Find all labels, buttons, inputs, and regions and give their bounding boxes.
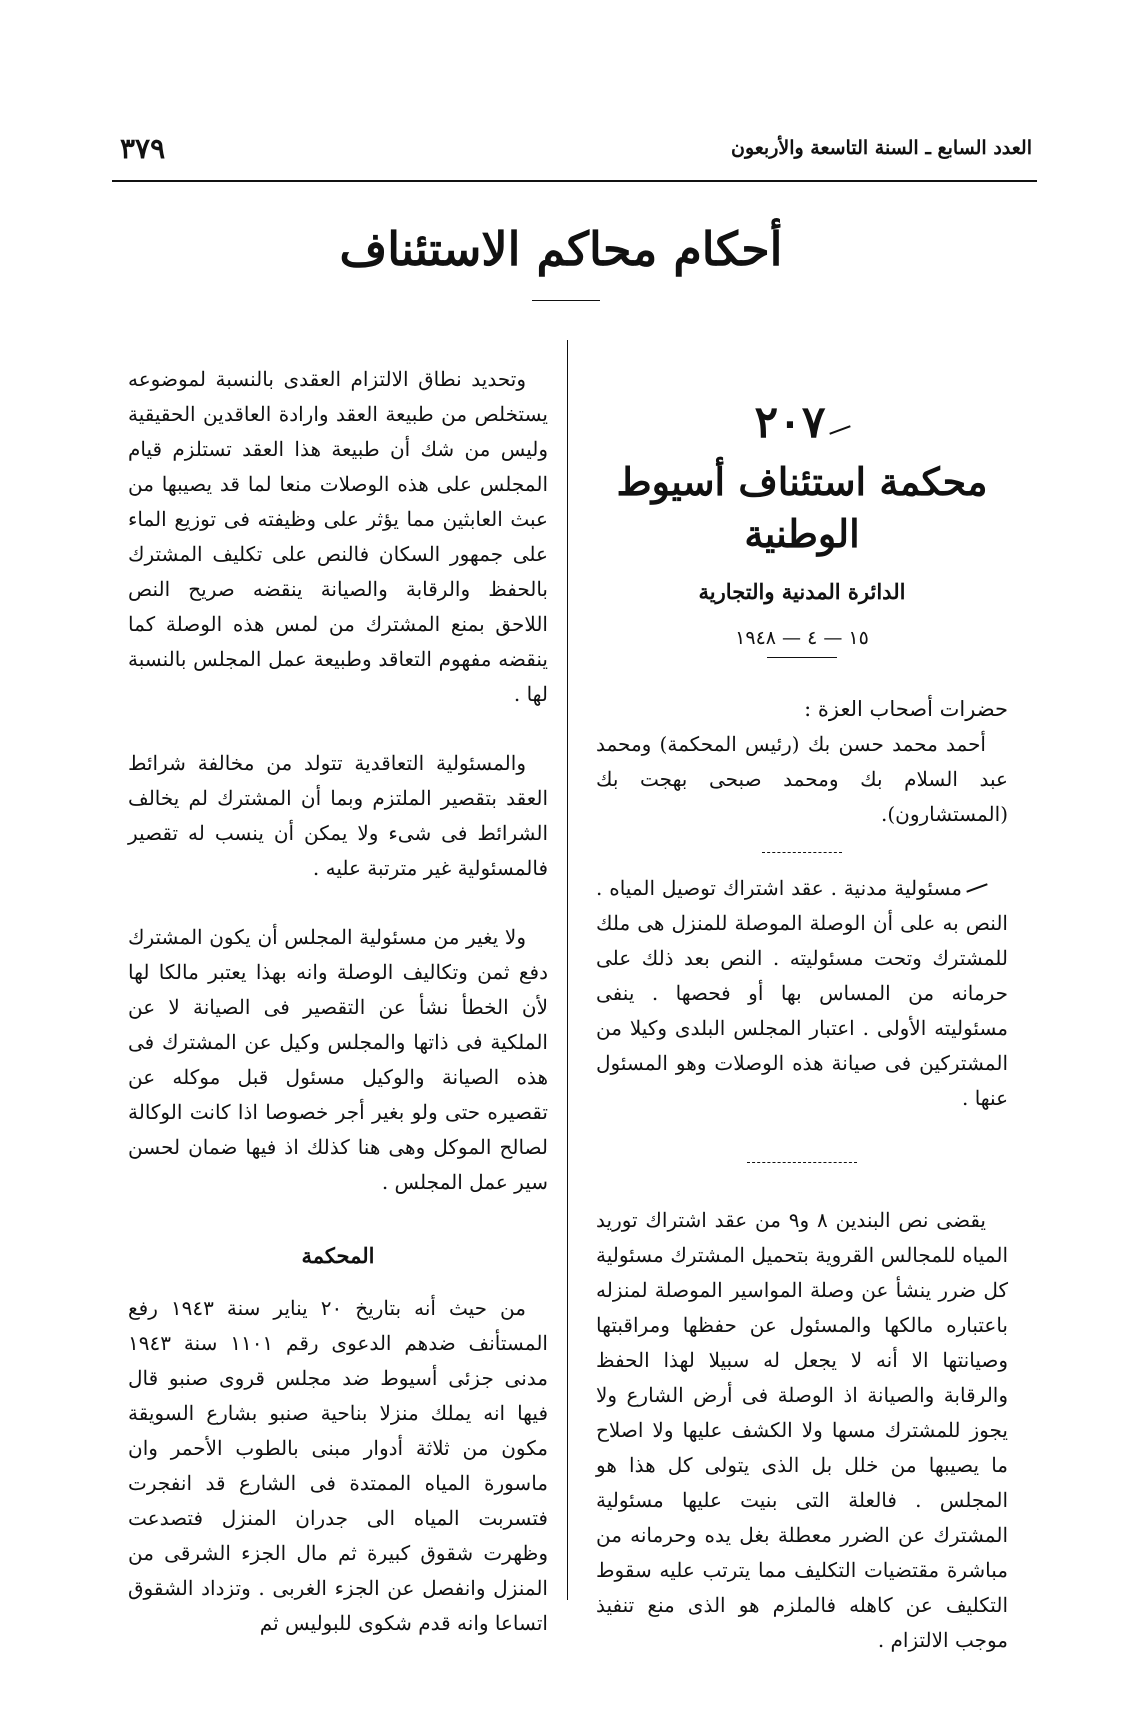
left-column: [128, 362, 548, 1641]
paragraph-2: والمسئولية التعاقدية تتولد من مخالفة شرائط العقد بتقصير الملتزم وبما أن المشترك لم يخالف الشرائط فى شىء ولا يمكن أن ينسب له تقصير فالمسئولية غير مترتبة عليه .: [128, 751, 548, 880]
right-column: [596, 362, 1008, 1658]
ruling-principle: يقضى نص البندين ٨ و٩ من عقد اشتراك توريد المياه للمجالس القروية بتحميل المشترك مسئولية كل ضرر ينشأ عن وصلة المواسير الموصلة لمنزله باعتباره مالكها والمسئول عن حفظها ومراقبتها وصيانتها الا أنه لا يجعل له سبيلا لهذا الحفظ والرقابة والصيانة اذ الوصلة فى أرض الشارع ولا يجوز للمشترك مسها ولا الكشف عليها ولا اصلاح ما يصيبها من خلل بل الذى يتولى كل هذا هو المجلس . فالعلة التى بنيت عليها مسئولية المشترك عن الضرر معطلة بغل يده وحرمانه من مباشرة مقتضيات التكليف مما يترتب عليه سقوط التكليف عن كاهله فالملزم هو الذى منع تنفيذ موجب الالتزام .: [596, 1208, 1008, 1652]
case-number-text: ٢٠٧: [754, 397, 826, 448]
slash-mark-icon: [966, 881, 986, 895]
running-head: العدد السابع ـ السنة التاسعة والأربعون: [730, 137, 1032, 159]
court-reasoning: من حيث أنه بتاريخ ٢٠ يناير سنة ١٩٤٣ رفع المستأنف ضدهم الدعوى رقم ١١٠١ سنة ١٩٤٣ مدنى جزئى أسيوط ضد مجلس قروى صنبو قال فيها انه يملك منزلا بناحية صنبو بشارع السويقة مكون من ثلاثة أدوار مبنى بالطوب الأحمر وان ماسورة المياه الممتدة فى الشارع قد انفجرت فتسربت المياه الى جدران المنزل فتصدعت وظهرت شقوق كبيرة ثم مال الجزء الشرقى من المنزل وانفصل عن الجزء الغربى . وتزداد الشقوق اتساعا وانه قدم شكوى للبوليس ثم: [128, 1296, 548, 1635]
page-number: ٣٧٩: [120, 131, 166, 165]
column-divider: [567, 340, 568, 1600]
header-rule: [112, 180, 1037, 182]
paragraph-3: ولا يغير من مسئولية المجلس أن يكون المشترك دفع ثمن وتكاليف الوصلة وانه بهذا يعتبر مالكا لها لأن الخطأ نشأ عن التقصير فى الصيانة لا عن الملكية فى ذاتها والمجلس وكيل عن المشترك فى هذه الصيانة والوكيل مسئول قبل موكله عن تقصيره حتى ولو بغير أجر خصوصا اذا كانت الوكالة لصالح الموكل وهى هنا كذلك اذ فيها ضمان لحسن سير عمل المجلس .: [128, 925, 548, 1194]
case-date: ١٥ — ٤ — ١٩٤٨: [735, 627, 869, 649]
slash-mark-icon: [829, 423, 849, 437]
page-header: [120, 128, 1032, 168]
case-summary: [596, 871, 1008, 1116]
page-title: أحكام محاكم الاستئناف: [339, 222, 783, 276]
case-number: [596, 398, 1008, 448]
summary-rule: [747, 1162, 857, 1163]
section-heading: المحكمة: [301, 1243, 375, 1268]
circuit-name: الدائرة المدنية والتجارية: [698, 579, 906, 604]
judges-rule: [762, 852, 842, 853]
title-rule: [532, 300, 600, 301]
paragraph-1: وتحديد نطاق الالتزام العقدى بالنسبة لموضوعه يستخلص من طبيعة العقد وارادة العاقدين الحقيقية وليس من شك أن طبيعة هذا العقد تستلزم قيام المجلس على هذه الوصلات منعا لما قد يصيبها من عبث العابثين مما يؤثر على وظيفته فى توزيع الماء على جمهور السكان فالنص على تكليف المشترك بالحفظ والرقابة والصيانة ينقضه صريح النص اللاحق بمنع المشترك من لمس هذه الوصلة كما ينقضه مفهوم التعاقد وطبيعة عمل المجلس بالنسبة لها .: [128, 367, 548, 706]
audience-label: حضرات أصحاب العزة :: [804, 697, 1008, 721]
date-rule: [767, 657, 837, 658]
case-summary-text: مسئولية مدنية . عقد اشتراك توصيل المياه . النص به على أن الوصلة الموصلة للمنزل هى ملك للمشترك وتحت مسئوليته . النص بعد ذلك على حرمانه من المساس بها أو فحصها . ينفى مسئوليته الأولى . اعتبار المجلس البلدى وكيلا من المشتركين فى صيانة هذه الوصلات وهو المسئول عنها .: [596, 876, 1008, 1110]
judges-list: أحمد محمد حسن بك (رئيس المحكمة) ومحمد عبد السلام بك ومحمد صبحى بهجت بك (المستشارون).: [596, 732, 1008, 826]
court-name: محكمة استئناف أسيوط الوطنية: [616, 459, 988, 556]
